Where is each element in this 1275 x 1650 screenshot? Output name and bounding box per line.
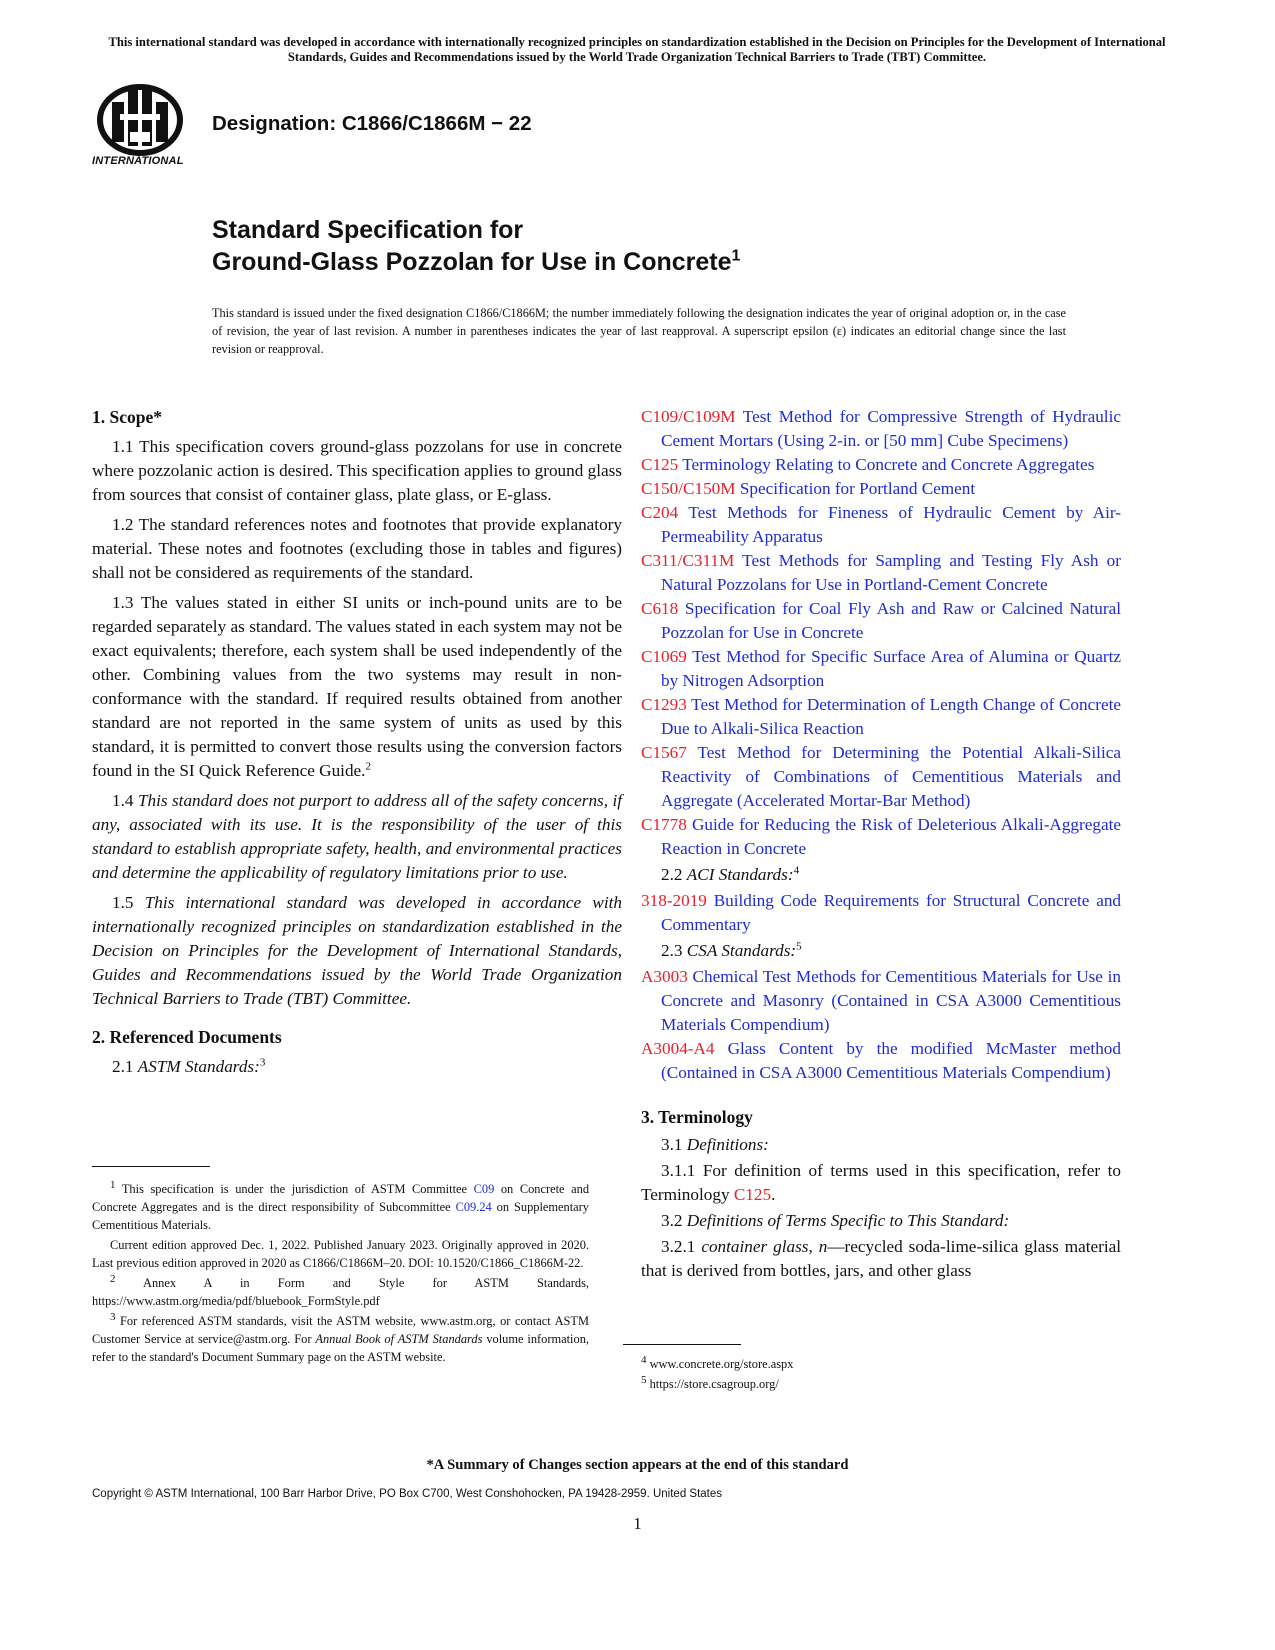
title-line1: Standard Specification for bbox=[212, 216, 524, 244]
summary-of-changes-note: *A Summary of Changes section appears at the end of this standard bbox=[426, 1457, 849, 1473]
terminology-3-2-1: 3.2.1 container glass, n—recycled soda-lime-silica glass material that is derived from bottles, jars, and other glass bbox=[641, 1237, 1122, 1280]
scope-1-3: 1.3 The values stated in either SI units or inch-pound units are to be regarded separately as standard. The values stated in each system may not be exact equivalents; therefore, each system shall be used independently of the other. Combining values from the two systems may result in non-conformance with the standard. If required results obtained from another standard are not reported in the same system of units as used by this standard, it is permitted to convert those results using the conversion factors found in the SI Quick Reference Guide.$^2$ bbox=[92, 593, 622, 780]
reference-item bbox=[641, 741, 1121, 813]
astm-logo bbox=[90, 84, 190, 168]
reference-code-link[interactable]: C618 bbox=[641, 599, 679, 618]
reference-item bbox=[641, 405, 1121, 453]
reference-title-link[interactable]: Test Method for Determination of Length Change of Concrete Due to Alkali-Silica Reaction bbox=[661, 695, 1121, 738]
reference-title-link[interactable]: Test Method for Compressive Strength of Hydraulic Cement Mortars (Using 2-in. or [50 mm] Cube Specimens) bbox=[661, 407, 1121, 450]
csa-standards-label: 2.3 CSA Standards:$^5$ bbox=[661, 940, 802, 960]
aci-standards-label: 2.2 ACI Standards:$^4$ bbox=[661, 864, 800, 884]
scope-1-2: 1.2 The standard references notes and footnotes that provide explanatory material. These notes and footnotes (excluding those in tables and figures) shall not be considered as requirements of the standard. bbox=[92, 515, 622, 582]
reference-title-link[interactable]: Building Code Requirements for Structural Concrete and Commentary bbox=[661, 891, 1122, 934]
link-c125[interactable]: C125 bbox=[733, 1185, 772, 1204]
designation: Designation: C1866/C1866M − 22 bbox=[212, 112, 532, 135]
reference-item bbox=[641, 1037, 1121, 1085]
reference-code-link[interactable]: C204 bbox=[641, 503, 679, 522]
footnote-4: $^4$ www.concrete.org/store.aspx bbox=[641, 1353, 794, 1371]
terminology-heading: 3. Terminology bbox=[641, 1107, 753, 1127]
reference-item bbox=[641, 501, 1121, 549]
reference-code-link[interactable]: C1567 bbox=[641, 743, 687, 762]
reference-item bbox=[641, 477, 1121, 501]
reference-item bbox=[641, 813, 1121, 861]
reference-item bbox=[641, 645, 1121, 693]
footnote-2: $^2$ Annex A in Form and Style for ASTM Standards, https://www.astm.org/media/pdf/bluebook_FormStyle.pdf bbox=[92, 1272, 589, 1308]
page-title bbox=[212, 214, 740, 278]
footnote-1-edition: Current edition approved Dec. 1, 2022. Published January 2023. Originally approved in 2020. Last previous edition approved in 2020 as C1866/C1866M–20. DOI: 10.1520/C1866_C1866M-22. bbox=[92, 1238, 589, 1270]
link-c09[interactable]: C09 bbox=[473, 1182, 495, 1196]
scope-1-4: 1.4 This standard does not purport to address all of the safety concerns, if any, associated with its use. It is the responsibility of the user of this standard to establish appropriate safety, health, and environmental practices and determine the applicability of regulatory limitations prior to use. bbox=[92, 791, 623, 882]
reference-item bbox=[641, 549, 1121, 597]
reference-code-link[interactable]: A3003 bbox=[641, 967, 688, 986]
footnote-5: $^5$ https://store.csagroup.org/ bbox=[641, 1373, 779, 1391]
footnote-1: $^1$ This specification is under the jurisdiction of ASTM Committee C09 on Concrete and Concrete Aggregates and is the direct responsibility of Subcommittee C09.24 on Supplementary Cementitious Materials. bbox=[92, 1178, 590, 1232]
reference-code-link[interactable]: C125 bbox=[641, 455, 679, 474]
reference-title-link[interactable]: Guide for Reducing the Risk of Deleterious Alkali-Aggregate Reaction in Concrete bbox=[661, 815, 1121, 858]
scope-1-5: 1.5 This international standard was developed in accordance with internationally recognized principles on standardization established in the Decision on Principles for the Development of International Standards, Guides and Recommendations issued by the World Trade Organization Technical Barriers to Trade (TBT) Committee. bbox=[92, 893, 622, 1008]
reference-code-link[interactable]: 318-2019 bbox=[641, 891, 707, 910]
page-number: 1 bbox=[633, 1514, 642, 1533]
title-line2: Ground-Glass Pozzolan for Use in Concrete$^1$ bbox=[212, 247, 741, 276]
reference-title-link[interactable]: Test Method for Determining the Potential Alkali-Silica Reactivity of Combinations of Cementitious Materials and Aggregate (Accelerated Mortar-Bar Method) bbox=[661, 743, 1121, 810]
footnote-rule-right bbox=[623, 1344, 741, 1345]
astm-reference-list bbox=[641, 405, 1121, 861]
footnote-rule-left bbox=[92, 1166, 210, 1167]
top-notice: This international standard was developed in accordance with internationally recognized principles on standardization established in the Decision on Principles for the Development of International Standards, Guides and Recommendations issued by the World Trade Organization Technical Barriers to Trade (TBT) Committee. bbox=[108, 35, 1166, 64]
reference-code-link[interactable]: C311/C311M bbox=[641, 551, 735, 570]
reference-code-link[interactable]: C150/C150M bbox=[641, 479, 736, 498]
reference-code-link[interactable]: C1069 bbox=[641, 647, 687, 666]
reference-code-link[interactable]: C109/C109M bbox=[641, 407, 736, 426]
reference-code-link[interactable]: C1293 bbox=[641, 695, 687, 714]
scope-1-1: 1.1 This specification covers ground-glass pozzolans for use in concrete where pozzolanic action is desired. This specification applies to ground glass from sources that consist of container glass, plate glass, or E-glass. bbox=[92, 437, 622, 504]
footnote-3: $^3$ For referenced ASTM standards, visit the ASTM website, www.astm.org, or contact ASTM Customer Service at service@astm.org. For Annual Book of ASTM Standards volume information, refer to the standard's Document Summary page on the ASTM website. bbox=[92, 1310, 589, 1364]
terminology-3-1-1: 3.1.1 For definition of terms used in this specification, refer to Terminology C125. bbox=[641, 1161, 1121, 1204]
logo-text: INTERNATIONAL bbox=[92, 155, 184, 167]
link-c09-24[interactable]: C09.24 bbox=[455, 1200, 492, 1214]
reference-title-link[interactable]: Test Methods for Fineness of Hydraulic Cement by Air-Permeability Apparatus bbox=[661, 503, 1121, 546]
scope-heading: 1. Scope* bbox=[92, 407, 162, 427]
reference-title-link[interactable]: Specification for Portland Cement bbox=[739, 479, 976, 498]
terminology-3-2: 3.2 Definitions of Terms Specific to This Standard: bbox=[661, 1211, 1010, 1230]
title-footnote-mark: 1 bbox=[731, 247, 741, 265]
footnotes-right bbox=[623, 1355, 1120, 1395]
reference-title-link[interactable]: Specification for Coal Fly Ash and Raw or Calcined Natural Pozzolan for Use in Concrete bbox=[661, 599, 1122, 642]
reference-code-link[interactable]: A3004-A4 bbox=[641, 1039, 715, 1058]
reference-title-link[interactable]: Terminology Relating to Concrete and Concrete Aggregates bbox=[682, 455, 1095, 474]
reference-title-link[interactable]: Test Methods for Sampling and Testing Fly Ash or Natural Pozzolans for Use in Portland-Cement Concrete bbox=[661, 551, 1121, 594]
aci-reference-list bbox=[641, 889, 1121, 937]
csa-reference-list bbox=[641, 965, 1121, 1085]
reference-item bbox=[641, 965, 1121, 1037]
right-column bbox=[641, 405, 1121, 1283]
reference-item bbox=[641, 453, 1121, 477]
issued-note: This standard is issued under the fixed designation C1866/C1866M; the number immediately following the designation indicates the year of original adoption or, in the case of revision, the year of last revision. A number in parentheses indicates the year of last reapproval. A superscript epsilon (ε) indicates an editorial change since the last revision or reapproval. bbox=[212, 306, 1066, 356]
reference-item bbox=[641, 889, 1121, 937]
copyright: Copyright © ASTM International, 100 Barr Harbor Drive, PO Box C700, West Conshohocken, PA 19428-2959. United States bbox=[92, 1488, 723, 1500]
astm-standards-label: 2.1 ASTM Standards:$^3$ bbox=[112, 1056, 266, 1076]
footnotes-left bbox=[92, 1180, 589, 1368]
reference-title-link[interactable]: Chemical Test Methods for Cementitious Materials for Use in Concrete and Masonry (Contained in CSA A3000 Cementitious Materials Compendium) bbox=[661, 967, 1122, 1034]
reference-title-link[interactable]: Test Method for Specific Surface Area of Alumina or Quartz by Nitrogen Adsorption bbox=[661, 647, 1121, 690]
referenced-heading: 2. Referenced Documents bbox=[92, 1027, 282, 1047]
reference-title-link[interactable]: Glass Content by the modified McMaster method (Contained in CSA A3000 Cementitious Materials Compendium) bbox=[661, 1039, 1121, 1082]
reference-code-link[interactable]: C1778 bbox=[641, 815, 687, 834]
left-column bbox=[92, 405, 622, 1081]
reference-item bbox=[641, 597, 1121, 645]
reference-item bbox=[641, 693, 1121, 741]
terminology-3-1: 3.1 Definitions: bbox=[661, 1135, 769, 1154]
